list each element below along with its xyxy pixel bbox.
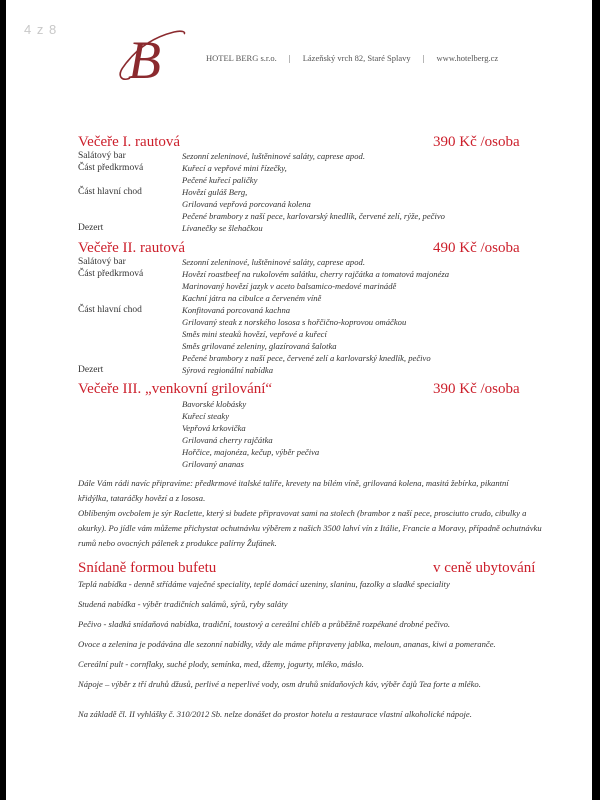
menu-item: Bavorské klobásky <box>182 399 247 409</box>
menu-category: Dezert <box>78 365 104 375</box>
menu-item: Kuřecí a vepřové mini řízečky, <box>182 163 287 173</box>
header-info <box>206 53 498 63</box>
menu-title: Večeře III. „venkovní grilování“ <box>78 381 273 397</box>
logo-letter: B <box>128 30 161 86</box>
company-address: Lázeňský vrch 82, Staré Splavy <box>302 53 411 63</box>
menu-category: Část předkrmová <box>78 269 144 279</box>
menu-category: Část předkrmová <box>78 163 144 173</box>
breakfast-title: Snídaně formou bufetu <box>78 560 217 576</box>
menu-price: 390 Kč /osoba <box>433 134 520 150</box>
menu-item: Sezonní zeleninové, luštěninové saláty, caprese apod. <box>182 151 365 161</box>
menu-item: Hořčice, majonéza, kečup, výběr pečiva <box>182 447 320 457</box>
menu-item: Grilovaná vepřová porcovaná kolena <box>182 199 311 209</box>
menu-item: Hovězí roastbeef na rukolovém salátku, cherry rajčátka a tomatová majonéza <box>182 269 449 279</box>
footer-note: Na základě čl. II vyhlášky č. 310/2012 Sb. nelze donášet do prostor hotelu a restaurace vlastní alkoholické nápoje. <box>78 709 472 719</box>
breakfast-line: Ovoce a zelenina je podávána dle sezonní nabídky, vždy ale máme připraveny jablka, meloun, ananas, kiwi a pomeranče. <box>78 639 496 649</box>
extra-text-line: Oblíbeným ovcbolem je sýr Raclette, který si budete připravovat sami na stolech (brambor z naší pece, prosciutto crudo, cibulky a <box>78 508 527 518</box>
breakfast-line: Teplá nabídka - denně střídáme vaječné speciality, teplé domácí uzeniny, slaninu, fazolky a sladké speciality <box>78 579 450 589</box>
menu-item: Kuřecí steaky <box>182 411 230 421</box>
menu-category: Salátový bar <box>78 151 126 161</box>
menu-title: Večeře II. rautová <box>78 240 186 256</box>
menu-item: Směs grilované zeleniny, glazírovaná šalotka <box>182 341 337 351</box>
extra-text-line: Dále Vám rádi navíc připravíme: předkrmové italské talíře, krevety na bílém víně, grilovaná kolena, masitá žebírka, pikantní <box>78 478 509 488</box>
menu-title: Večeře I. rautová <box>78 134 181 150</box>
menu-price: 390 Kč /osoba <box>433 381 520 397</box>
menu-item: Pečené kuřecí paličky <box>182 175 258 185</box>
menu-item: Hovězí guláš Berg, <box>182 187 248 197</box>
menu-item: Konfitovaná porcovaná kachna <box>182 305 291 315</box>
menu-item: Pečené brambory z naší pece, karlovarský knedlík, červené zelí, rýže, pečivo <box>182 211 445 221</box>
extra-text-line: rumů nebo ovocných pálenek z produkce palírny Žufánek. <box>78 538 277 548</box>
menu-item: Grilovaný steak z norského lososa s hořčično-koprovou omáčkou <box>182 317 407 327</box>
hotel-berg-logo-icon <box>102 26 192 86</box>
menu-item: Lívanečky se šlehačkou <box>182 223 263 233</box>
breakfast-line: Cereální pult - cornflaky, suché plody, semínka, med, džemy, jogurty, mléko, máslo. <box>78 659 364 669</box>
menu-item: Sezonní zeleninové, luštěninové saláty, caprese apod. <box>182 257 365 267</box>
extra-text-line: okurky). Po jídle vám můžeme přichystat ochutnávku výběrem z našich 3500 lahví vín z Itálie, Francie a Moravy, případně ochutnávku <box>78 523 542 533</box>
menu-item: Grilovaný ananas <box>182 459 244 469</box>
menu-item: Směs mini steaků hovězí, vepřové a kuřecí <box>182 329 327 339</box>
breakfast-line: Pečivo - sladká snídaňová nabídka, tradiční, toustový a cereální chléb a průběžně rozpékané drobné pečivo. <box>78 619 451 629</box>
page-indicator: 4 z 8 <box>24 22 58 37</box>
document-page <box>6 0 592 800</box>
menu-item: Pečené brambory z naší pece, červené zelí a karlovarský knedlík, pečivo <box>182 353 431 363</box>
separator: | <box>422 53 425 63</box>
menu-category: Část hlavní chod <box>78 305 142 315</box>
extra-text-line: křidýlka, tataráčky hovězí a z lososa. <box>78 493 206 503</box>
menu-item: Grilovaná cherry rajčátka <box>182 435 273 445</box>
menu-category: Dezert <box>78 223 104 233</box>
menu-category: Část hlavní chod <box>78 187 142 197</box>
breakfast-line: Nápoje – výběr z tří druhů džusů, perlivé a neperlivé vody, osm druhů snídaňových káv, výběr čajů Tea forte a mléko. <box>78 679 481 689</box>
menu-price: 490 Kč /osoba <box>433 240 520 256</box>
menu-item: Sýrová regionální nabídka <box>182 365 274 375</box>
company-website[interactable]: www.hotelberg.cz <box>436 53 499 63</box>
separator: | <box>288 53 291 63</box>
menu-item: Kachní játra na cibulce a červeném víně <box>182 293 322 303</box>
company-name: HOTEL BERG s.r.o. <box>206 53 277 63</box>
breakfast-line: Studená nabídka - výběr tradičních salámů, sýrů, ryby saláty <box>78 599 288 609</box>
breakfast-price: v ceně ubytování <box>433 560 536 576</box>
menu-item: Marinovaný hovězí jazyk v aceto balsamico-medové marinádě <box>182 281 397 291</box>
menu-category: Salátový bar <box>78 257 126 267</box>
menu-item: Vepřová krkovička <box>182 423 246 433</box>
